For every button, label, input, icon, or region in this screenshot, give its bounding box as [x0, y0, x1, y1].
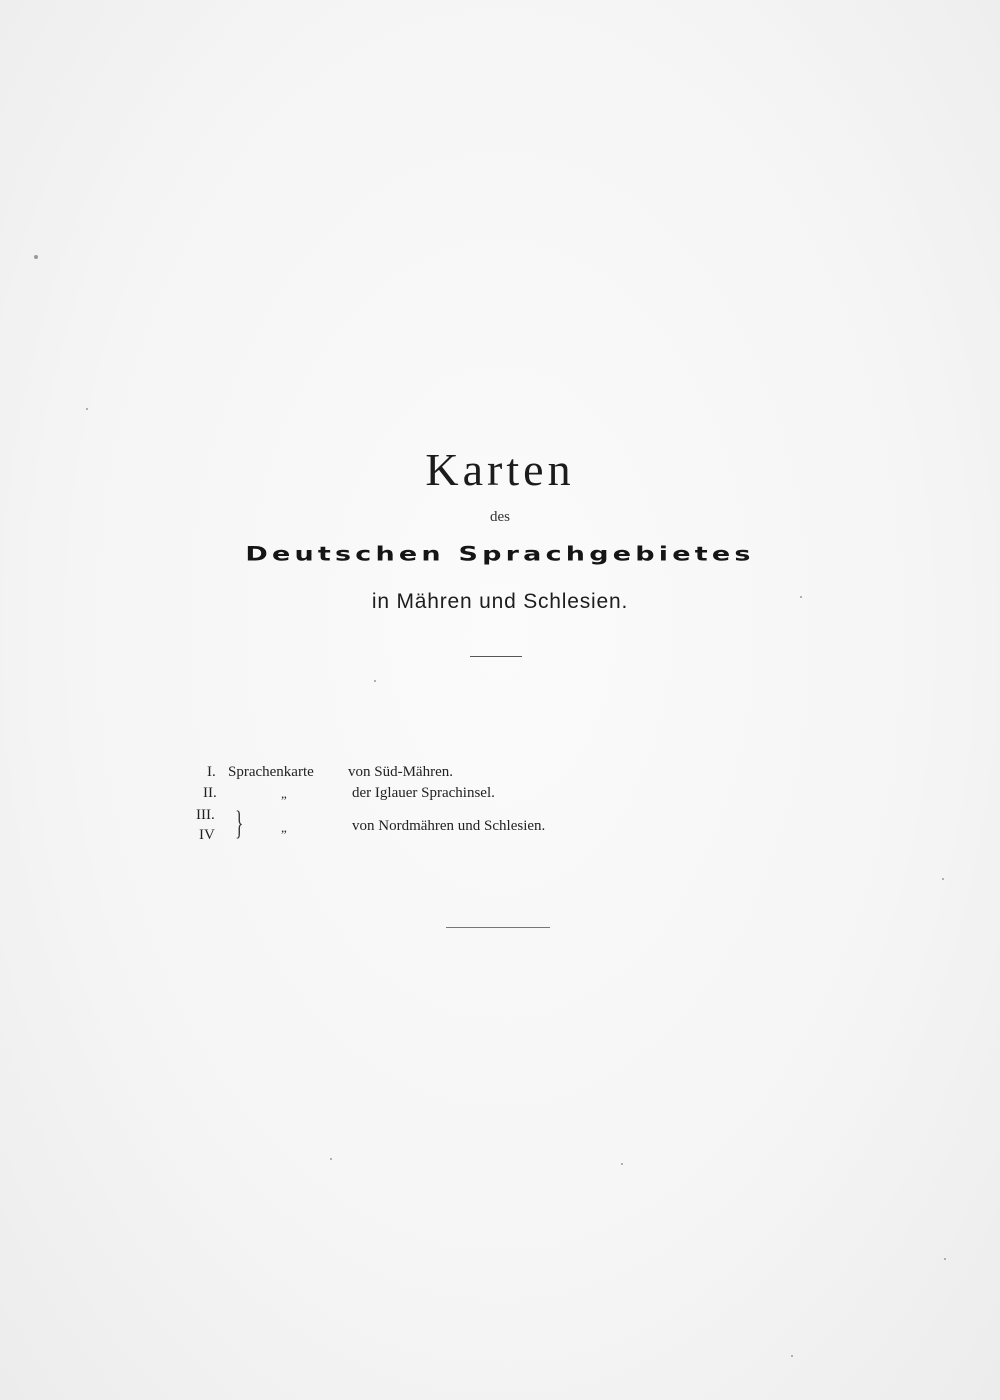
page-subtitle: Deutschen Sprachgebietes	[245, 543, 755, 566]
paper-speck	[791, 1355, 793, 1357]
brace-icon: }	[235, 805, 244, 842]
divider-long	[446, 927, 550, 928]
region-line: in Mähren und Schlesien.	[371, 590, 629, 613]
map-kind-1: Sprachenkarte	[228, 764, 314, 780]
paper-speck	[86, 408, 88, 410]
map-description-1: von Süd-Mähren.	[348, 764, 453, 780]
title-connector: des	[490, 509, 510, 525]
map-description-2: der Iglauer Sprachinsel.	[352, 785, 495, 801]
map-number-2: II.	[203, 785, 217, 801]
map-list	[0, 760, 1000, 850]
map-number-3: III.	[196, 807, 215, 823]
ditto-mark-3: „	[281, 820, 287, 835]
paper-speck	[34, 255, 38, 259]
map-number-4: IV	[199, 827, 215, 843]
paper-speck	[621, 1163, 623, 1165]
paper-speck	[374, 680, 376, 682]
page-title: Karten	[425, 444, 575, 495]
ditto-mark-2: „	[281, 786, 287, 801]
paper-speck	[800, 596, 802, 598]
divider-short	[470, 656, 522, 657]
paper-speck	[942, 878, 944, 880]
paper-speck	[330, 1158, 332, 1160]
paper-speck	[944, 1258, 946, 1260]
map-description-3: von Nordmähren und Schlesien.	[352, 818, 546, 834]
map-number-1: I.	[207, 764, 216, 780]
